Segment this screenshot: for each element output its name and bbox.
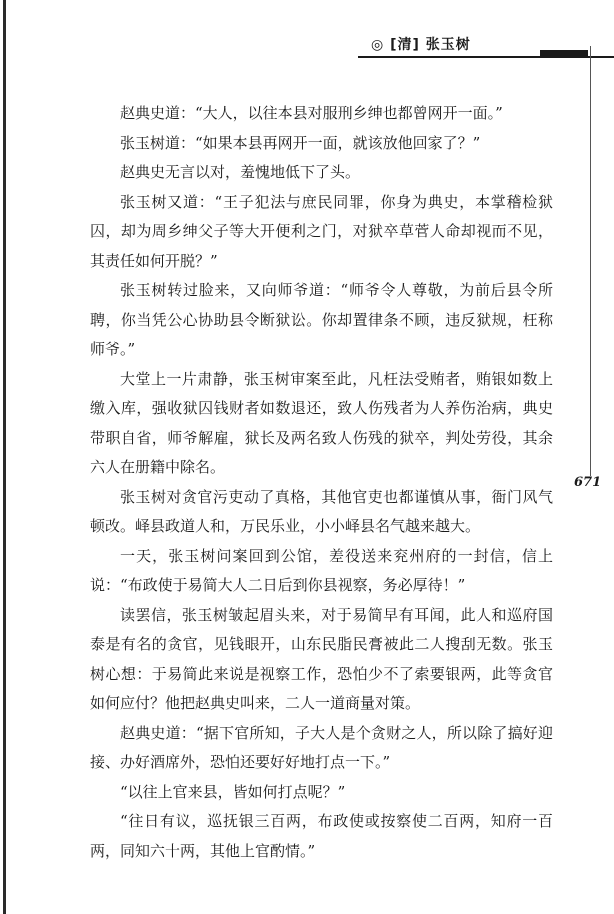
paragraph: 读罢信，张玉树皱起眉头来，对于易简早有耳闻，此人和巡府国泰是有名的贪官，见钱眼开，山东民脂民膏被此二人搜刮无数。张玉树心想：于易简此来说是视察工作，恐怕少不了索要银两，此等贪官如何应付？他把赵典史叫来，二人一道商量对策。	[90, 605, 553, 712]
paragraph: 一天，张玉树问案回到公馆，差役送来兖州府的一封信，信上说：“布政使于易简大人二日后到你县视察，务必厚待！”	[90, 546, 553, 594]
paragraph: 张玉树又道：“王子犯法与庶民同罪，你身为典史，本掌稽检狱囚，却为周乡绅父子等大开便利之门，对狱卒草菅人命却视而不见，其责任如何开脱？”	[90, 192, 553, 270]
paragraph: 赵典史道：“据下官所知，子大人是个贪财之人，所以除了搞好迎接、办好酒席外，恐怕还要好好地打点一下。”	[90, 723, 553, 771]
paragraph: “以往上官来县，皆如何打点呢？”	[120, 782, 346, 801]
paragraph: 赵典史无言以对，羞愧地低下了头。	[120, 163, 361, 181]
running-header	[0, 34, 614, 64]
margin-rule	[590, 46, 591, 476]
paragraph: 赵典史道：“大人，以往本县对服刑乡绅也都曾网开一面。”	[120, 104, 503, 122]
paragraph: 张玉树转过脸来，又向师爷道：“师爷令人尊敬，为前后县令所聘，你当凭公心协助县令断狱讼。你却置律条不顾，违反狱规，枉称师爷。”	[90, 281, 553, 358]
paragraph: 大堂上一片肃静，张玉树审案至此，凡枉法受贿者，贿银如数上缴入库，强收狱囚钱财者如数退还，致人伤残者为人养伤治病，典史带职自省，师爷解雇，狱长及两名致人伤残的狱卒，判处劳役，其余六人在册籍中除名。	[90, 369, 553, 476]
page-binding-edge	[3, 0, 6, 914]
header-title: ◎ [清] 张玉树	[371, 37, 471, 53]
body-text	[90, 99, 553, 866]
paragraph: 张玉树道：“如果本县再网开一面，就该放他回家了？”	[120, 133, 481, 152]
page-number: 671	[574, 475, 602, 490]
header-rule	[358, 56, 614, 58]
paragraph: 张玉树对贪官污吏动了真格，其他官吏也都谨慎从事，衙门风气顿改。峄县政道人和，万民乐业，小小峄县名气越来越大。	[90, 487, 553, 535]
paragraph: “往日有议，巡抚银三百两，布政使或按察使二百两，知府一百两，同知六十两，其他上官酌情。”	[90, 812, 553, 860]
